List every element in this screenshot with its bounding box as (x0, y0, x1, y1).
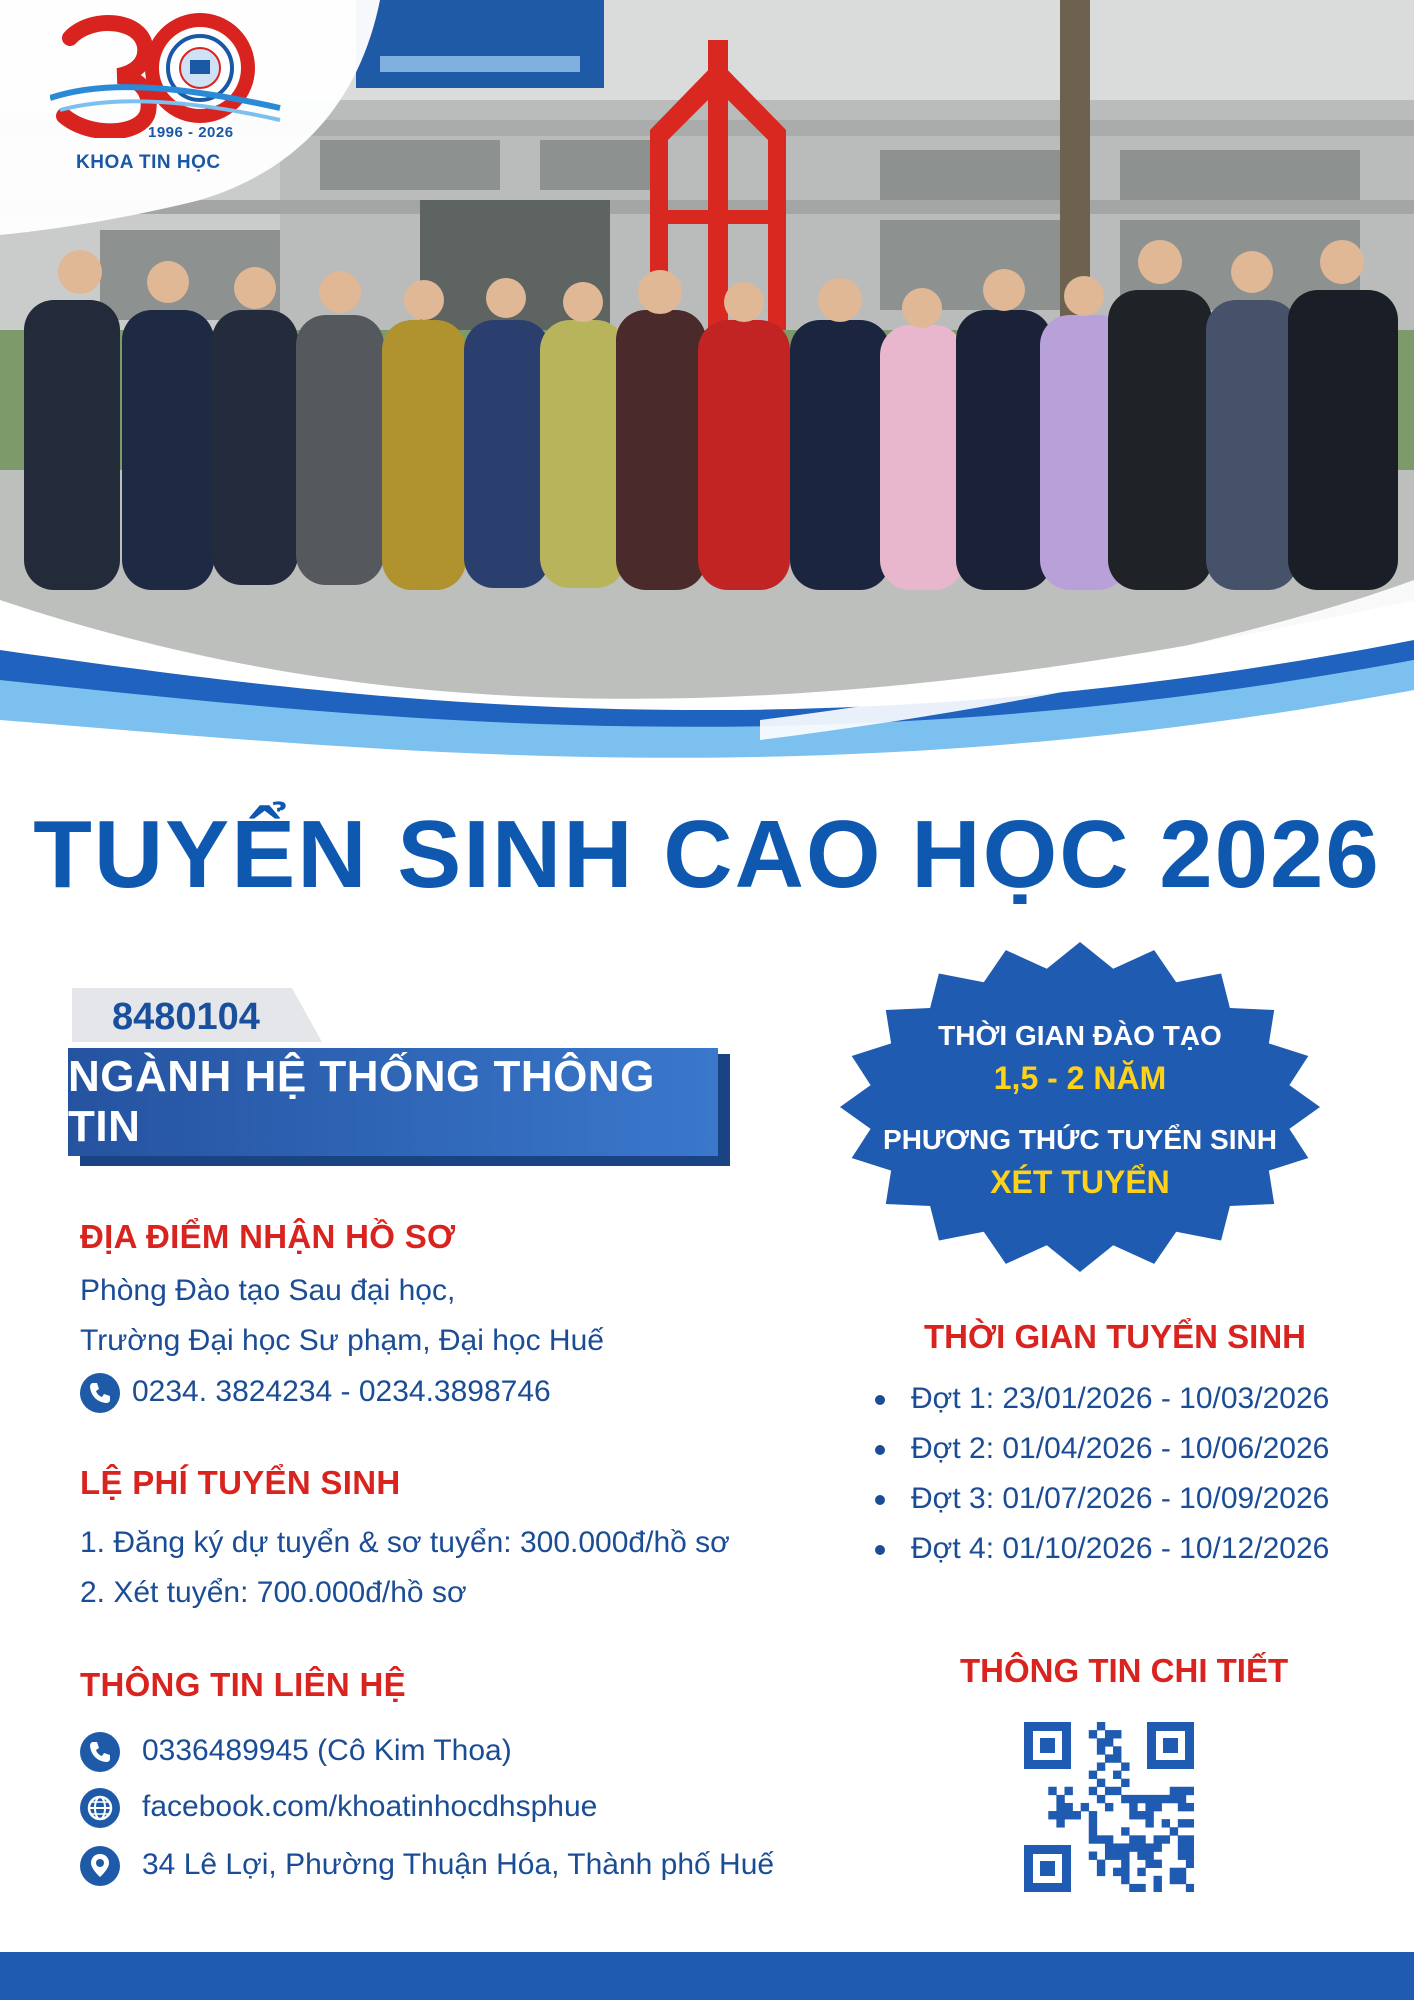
qr-module (1097, 1835, 1105, 1843)
qr-module (1186, 1787, 1194, 1795)
qr-module (1154, 1803, 1162, 1811)
qr-module (1129, 1795, 1137, 1803)
qr-module (1129, 1884, 1137, 1892)
qr-module (1178, 1787, 1186, 1795)
globe-icon (80, 1788, 120, 1828)
training-info-badge (830, 940, 1330, 1275)
qr-module (1186, 1843, 1194, 1851)
qr-module (1145, 1843, 1153, 1851)
qr-module (1186, 1860, 1194, 1868)
qr-module (1121, 1860, 1129, 1868)
qr-module (1089, 1730, 1097, 1738)
qr-module (1186, 1884, 1194, 1892)
contact-address: 34 Lê Lợi, Phường Thuận Hóa, Thành phố Huế (142, 1848, 775, 1881)
major-banner (68, 1048, 718, 1156)
qr-module (1113, 1754, 1121, 1762)
qr-module (1178, 1852, 1186, 1860)
qr-module (1097, 1746, 1105, 1754)
qr-module (1048, 1787, 1056, 1795)
qr-module (1178, 1795, 1186, 1803)
contact-phone: 0336489945 (Cô Kim Thoa) (142, 1734, 512, 1767)
details-heading: THÔNG TIN CHI TIẾT (960, 1652, 1289, 1689)
qr-module (1097, 1738, 1105, 1746)
fees-heading: LỆ PHÍ TUYỂN SINH (80, 1464, 401, 1501)
qr-module (1186, 1819, 1194, 1827)
qr-module (1113, 1868, 1121, 1876)
qr-module (1121, 1876, 1129, 1884)
qr-module (1186, 1835, 1194, 1843)
qr-module (1056, 1811, 1064, 1819)
round-4: Đợt 4: 01/10/2026 - 10/12/2026 (911, 1532, 1330, 1565)
qr-module (1105, 1787, 1113, 1795)
page-title: TUYỂN SINH CAO HỌC 2026 (33, 801, 1381, 908)
qr-module (1178, 1868, 1186, 1876)
qr-module (1105, 1835, 1113, 1843)
qr-module (1129, 1811, 1137, 1819)
qr-module (1048, 1811, 1056, 1819)
qr-module (1056, 1795, 1064, 1803)
qr-module (1056, 1803, 1064, 1811)
qr-module (1097, 1779, 1105, 1787)
qr-module (1097, 1722, 1105, 1730)
qr-module (1154, 1843, 1162, 1851)
fee-item-1: 1. Đăng ký dự tuyển & sơ tuyển: 300.000đ/hồ sơ (80, 1526, 730, 1559)
round-2: Đợt 2: 01/04/2026 - 10/06/2026 (911, 1432, 1330, 1465)
qr-module (1105, 1754, 1113, 1762)
qr-module (1137, 1795, 1145, 1803)
qr-module (1178, 1803, 1186, 1811)
qr-module (1097, 1762, 1105, 1770)
qr-module (1137, 1835, 1145, 1843)
qr-module (1121, 1827, 1129, 1835)
qr-module (1121, 1779, 1129, 1787)
qr-module (1170, 1795, 1178, 1803)
qr-module (1113, 1852, 1121, 1860)
duration-value: 1,5 - 2 NĂM (993, 1060, 1167, 1096)
list-item (875, 1382, 1329, 1432)
qr-module (1089, 1827, 1097, 1835)
qr-module (1154, 1835, 1162, 1843)
qr-module (1089, 1787, 1097, 1795)
qr-module (1162, 1795, 1170, 1803)
qr-module (1089, 1819, 1097, 1827)
qr-module (1105, 1730, 1113, 1738)
qr-module (1137, 1852, 1145, 1860)
qr-module (1162, 1835, 1170, 1843)
qr-module (1137, 1843, 1145, 1851)
method-label: PHƯƠNG THỨC TUYỂN SINH (883, 1124, 1277, 1155)
qr-module (1145, 1852, 1153, 1860)
office-phone: 0234. 3824234 - 0234.3898746 (132, 1375, 551, 1408)
qr-module (1129, 1803, 1137, 1811)
qr-module (1073, 1811, 1081, 1819)
qr-module (1121, 1852, 1129, 1860)
qr-module (1154, 1876, 1162, 1884)
qr-module (1121, 1762, 1129, 1770)
qr-module (1097, 1860, 1105, 1868)
qr-module (1064, 1803, 1072, 1811)
qr-module (1105, 1738, 1113, 1746)
qr-module (1113, 1843, 1121, 1851)
list-item (875, 1432, 1329, 1482)
qr-module (1089, 1771, 1097, 1779)
major-name: NGÀNH HỆ THỐNG THÔNG TIN (68, 1052, 655, 1151)
qr-module (1097, 1795, 1105, 1803)
qr-module (1145, 1803, 1153, 1811)
location-heading: ĐỊA ĐIỂM NHẬN HỒ SƠ (80, 1218, 456, 1255)
qr-module (1089, 1811, 1097, 1819)
footer-bar (0, 1952, 1414, 2000)
qr-module (1145, 1860, 1153, 1868)
qr-module (1145, 1819, 1153, 1827)
faculty-logo (0, 0, 300, 190)
qr-module (1154, 1884, 1162, 1892)
qr-module (1170, 1876, 1178, 1884)
qr-module (1137, 1868, 1145, 1876)
list-item (875, 1482, 1329, 1532)
qr-module (1154, 1795, 1162, 1803)
major-code: 8480104 (112, 996, 260, 1038)
qr-module (1121, 1795, 1129, 1803)
duration-label: THỜI GIAN ĐÀO TẠO (938, 1020, 1222, 1051)
qr-module (1089, 1852, 1097, 1860)
contact-heading: THÔNG TIN LIÊN HỆ (80, 1666, 406, 1703)
qr-module (1170, 1827, 1178, 1835)
registration-heading: THỜI GIAN TUYỂN SINH (924, 1318, 1306, 1355)
qr-module (1137, 1811, 1145, 1819)
anniversary-30-logo-icon (50, 8, 310, 138)
qr-module (1113, 1771, 1121, 1779)
qr-module (1178, 1819, 1186, 1827)
qr-module (1081, 1803, 1089, 1811)
qr-module (1162, 1819, 1170, 1827)
qr-module (1121, 1843, 1129, 1851)
starburst-shape (830, 940, 1330, 1275)
qr-module (1113, 1730, 1121, 1738)
qr-module (1064, 1787, 1072, 1795)
round-3: Đợt 3: 01/07/2026 - 10/09/2026 (911, 1482, 1330, 1515)
qr-module (1056, 1819, 1064, 1827)
qr-module (1154, 1860, 1162, 1868)
qr-module (1113, 1787, 1121, 1795)
fee-item-2: 2. Xét tuyển: 700.000đ/hồ sơ (80, 1576, 467, 1609)
phone-icon (80, 1373, 120, 1413)
location-line-2: Trường Đại học Sư phạm, Đại học Huế (80, 1324, 604, 1357)
qr-module (1129, 1835, 1137, 1843)
phone-icon (80, 1732, 120, 1772)
list-item (875, 1532, 1329, 1582)
qr-module (1105, 1803, 1113, 1811)
qr-module (1105, 1852, 1113, 1860)
qr-module (1145, 1795, 1153, 1803)
qr-module (1121, 1868, 1129, 1876)
qr-module (1064, 1811, 1072, 1819)
location-pin-icon (80, 1846, 120, 1886)
qr-module (1129, 1843, 1137, 1851)
qr-module (1145, 1811, 1153, 1819)
qr-code-icon[interactable] (1024, 1722, 1194, 1892)
qr-module (1186, 1803, 1194, 1811)
logo-faculty-name: KHOA TIN HỌC (76, 152, 221, 173)
qr-module (1089, 1835, 1097, 1843)
logo-years: 1996 - 2026 (148, 124, 234, 141)
round-1: Đợt 1: 23/01/2026 - 10/03/2026 (911, 1382, 1330, 1415)
qr-module (1178, 1835, 1186, 1843)
qr-module (1178, 1843, 1186, 1851)
qr-module (1186, 1852, 1194, 1860)
method-value: XÉT TUYỂN (990, 1164, 1170, 1200)
qr-module (1170, 1868, 1178, 1876)
registration-rounds (875, 1382, 1329, 1582)
location-line-1: Phòng Đào tạo Sau đại học, (80, 1274, 456, 1307)
contact-facebook: facebook.com/khoatinhocdhsphue (142, 1790, 598, 1823)
qr-module (1105, 1843, 1113, 1851)
qr-module (1170, 1787, 1178, 1795)
qr-module (1113, 1746, 1121, 1754)
qr-module (1137, 1884, 1145, 1892)
qr-module (1097, 1868, 1105, 1876)
qr-module (1178, 1876, 1186, 1884)
